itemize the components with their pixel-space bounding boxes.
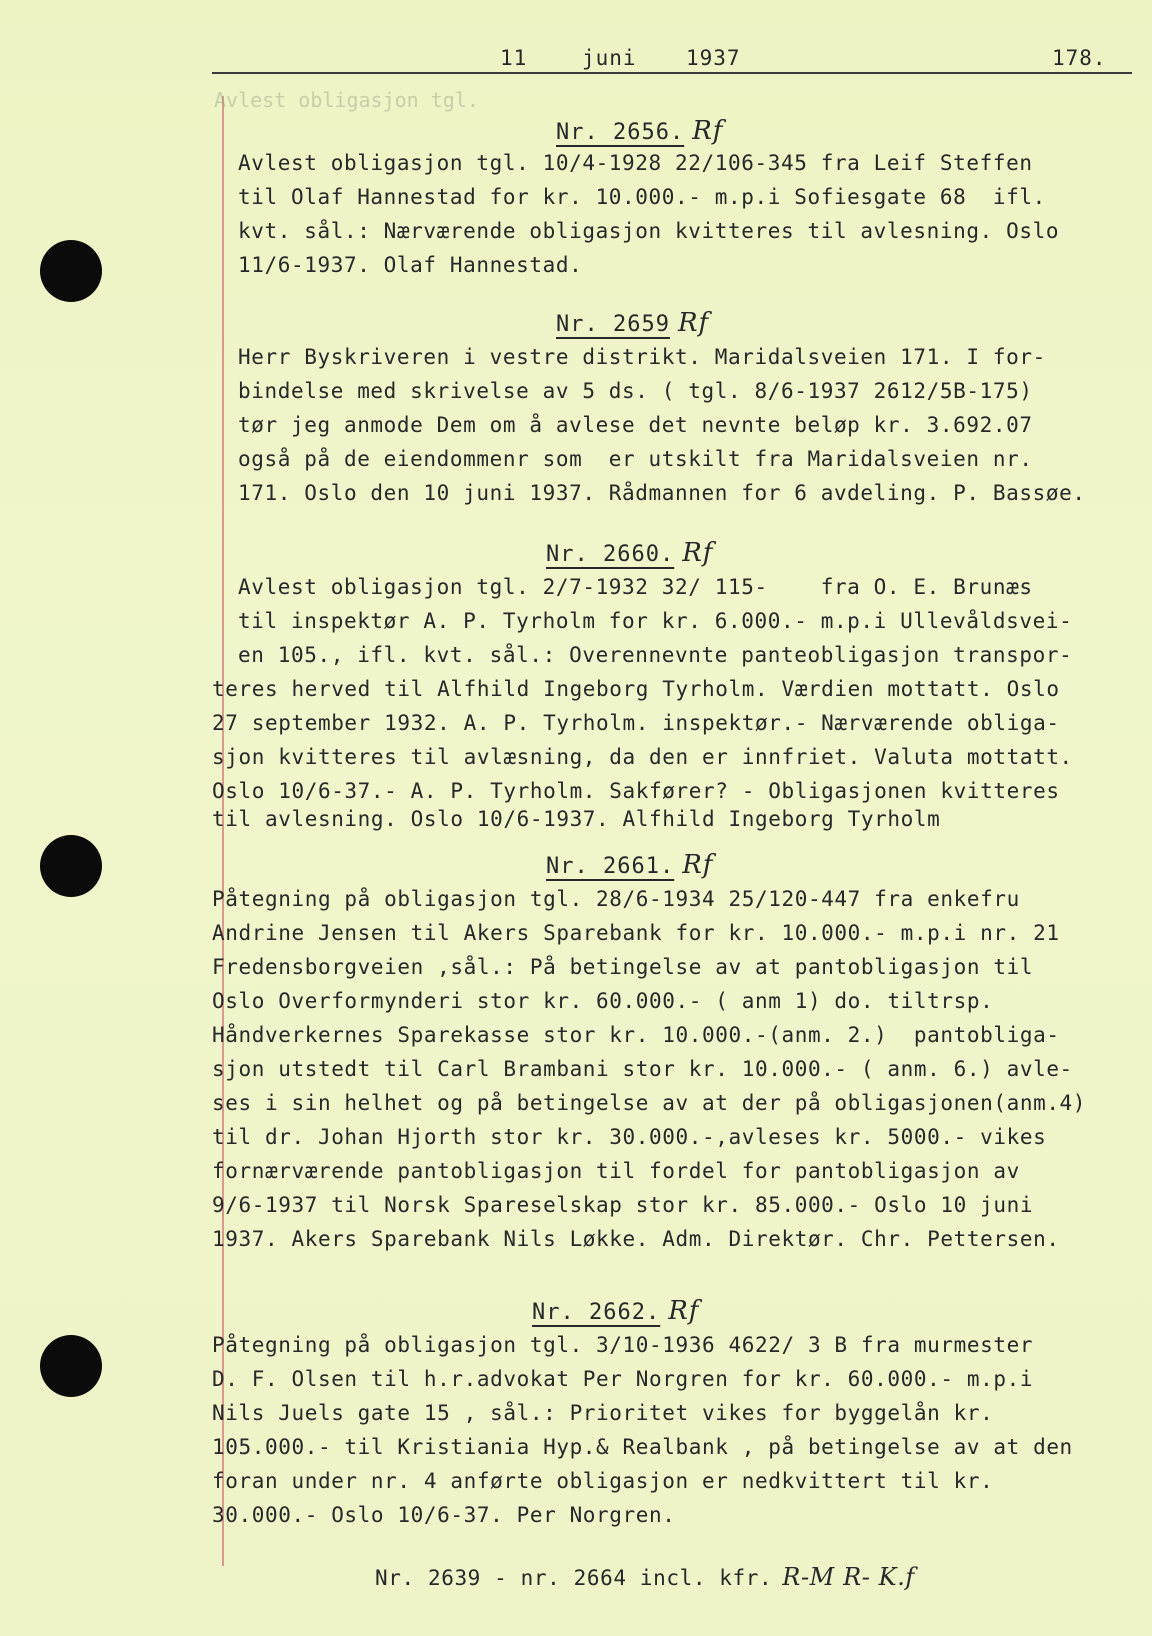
initials-mark: Rf (692, 116, 724, 146)
entry-number: Nr. 2661. (546, 854, 675, 879)
entry-line: foran under nr. 4 anførte obligasjon er nedkvittert til kr. (212, 1469, 994, 1493)
entry-line: Håndverkernes Sparekasse stor kr. 10.000.-(anm. 2.) pantobliga- (212, 1023, 1060, 1047)
header-date-year: 1937 (686, 46, 741, 70)
initials-mark: Rf (677, 308, 710, 338)
header-date-month: juni (582, 46, 637, 70)
entry-line: sjon utstedt til Carl Brambani stor kr. 10.000.- ( anm. 6.) avle- (212, 1057, 1073, 1081)
footer-reference: Nr. 2639 - nr. 2664 incl. kfr. (374, 1566, 773, 1590)
initials-mark: Rf (682, 850, 714, 880)
entry-line: Påtegning på obligasjon tgl. 28/6-1934 25/120-447 fra enkefru (212, 887, 1020, 911)
entry-line: Andrine Jensen til Akers Sparebank for kr. 10.000.- m.p.i nr. 21 (212, 921, 1060, 945)
entry-title (546, 538, 713, 568)
initials-mark: Rf (668, 1296, 700, 1326)
entry-number: Nr. 2659 (556, 312, 670, 337)
footer-signature: R-M R- K.f (782, 1563, 915, 1591)
entry-line: teres herved til Alfhild Ingeborg Tyrholm. Værdien mottatt. Oslo (212, 677, 1060, 701)
punch-hole-top (40, 240, 102, 302)
entry-line: en 105., ifl. kvt. sål.: Overennevnte panteobligasjon transpor- (238, 643, 1073, 667)
entry-line: Avlest obligasjon tgl. 2/7-1932 32/ 115- fra O. E. Brunæs (238, 575, 1033, 599)
entry-title (532, 1296, 699, 1326)
entry-line: Fredensborgveien ,sål.: På betingelse av at pantobligasjon til (212, 955, 1034, 979)
entry-line: 30.000.- Oslo 10/6-37. Per Norgren. (212, 1503, 676, 1527)
entry-line: til Olaf Hannestad for kr. 10.000.- m.p.i Sofiesgate 68 ifl. (238, 185, 1046, 209)
entry-line: 11/6-1937. Olaf Hannestad. (238, 253, 583, 277)
entry-line: Nils Juels gate 15 , sål.: Prioritet vikes for byggelån kr. (212, 1401, 994, 1425)
entry-line: til inspektør A. P. Tyrholm for kr. 6.000.- m.p.i Ullevåldsvei- (238, 609, 1073, 633)
entry-number: Nr. 2660. (546, 542, 675, 567)
entry-line: 1937. Akers Sparebank Nils Løkke. Adm. Direktør. Chr. Pettersen. (212, 1227, 1060, 1251)
entry-line: tør jeg anmode Dem om å avlese det nevnte beløp kr. 3.692.07 (238, 413, 1033, 437)
entry-title (556, 308, 709, 338)
entry-line: ses i sin helhet og på betingelse av at der på obligasjonen(anm.4) (212, 1091, 1087, 1115)
punch-hole-middle (40, 835, 102, 897)
entry-line: 105.000.- til Kristiania Hyp.& Realbank , på betingelse av at den (212, 1435, 1073, 1459)
entry-line: Herr Byskriveren i vestre distrikt. Maridalsveien 171. I for- (238, 345, 1046, 369)
entry-line: Påtegning på obligasjon tgl. 3/10-1936 4622/ 3 B fra murmester (212, 1333, 1034, 1357)
header-date-day: 11 (500, 46, 528, 70)
footer-line (322, 1538, 915, 1617)
entry-line: til dr. Johan Hjorth stor kr. 30.000.-,avleses kr. 5000.- vikes (212, 1125, 1047, 1149)
entry-line: Oslo Overformynderi stor kr. 60.000.- ( anm 1) do. tiltrsp. (212, 989, 994, 1013)
entry-line: fornærværende pantobligasjon til fordel for pantobligasjon av (212, 1159, 1020, 1183)
initials-mark: Rf (682, 538, 714, 568)
entry-line: bindelse med skrivelse av 5 ds. ( tgl. 8/6-1937 2612/5B-175) (238, 379, 1033, 403)
entry-number: Nr. 2656. (556, 120, 685, 145)
entry-line: Avlest obligasjon tgl. 10/4-1928 22/106-345 fra Leif Steffen (238, 151, 1033, 175)
entry-title (546, 850, 713, 880)
entry-line: Oslo 10/6-37.- A. P. Tyrholm. Sakfører? - Obligasjonen kvitteres (212, 779, 1060, 803)
header-rule (212, 72, 1132, 74)
entry-title (556, 116, 723, 146)
page-number: 178. (1052, 46, 1107, 70)
entry-number: Nr. 2662. (532, 1300, 661, 1325)
entry-line: 9/6-1937 til Norsk Spareselskap stor kr. 85.000.- Oslo 10 juni (212, 1193, 1034, 1217)
entry-line: til avlesning. Oslo 10/6-1937. Alfhild Ingeborg Tyrholm (212, 807, 941, 831)
entry-line: 27 september 1932. A. P. Tyrholm. inspektør.- Nærværende obliga- (212, 711, 1060, 735)
entry-line: sjon kvitteres til avlæsning, da den er innfriet. Valuta mottatt. (212, 745, 1073, 769)
punch-hole-bottom (40, 1335, 102, 1397)
entry-line: også på de eiendommenr som er utskilt fra Maridalsveien nr. (238, 447, 1033, 471)
entry-line: kvt. sål.: Nærværende obligasjon kvitteres til avlesning. Oslo (238, 219, 1060, 243)
faint-bleed-text: Avlest obligasjon tgl. (214, 88, 479, 112)
entry-line: D. F. Olsen til h.r.advokat Per Norgren for kr. 60.000.- m.p.i (212, 1367, 1034, 1391)
entry-line: 171. Oslo den 10 juni 1937. Rådmannen for 6 avdeling. P. Bassøe. (238, 481, 1086, 505)
